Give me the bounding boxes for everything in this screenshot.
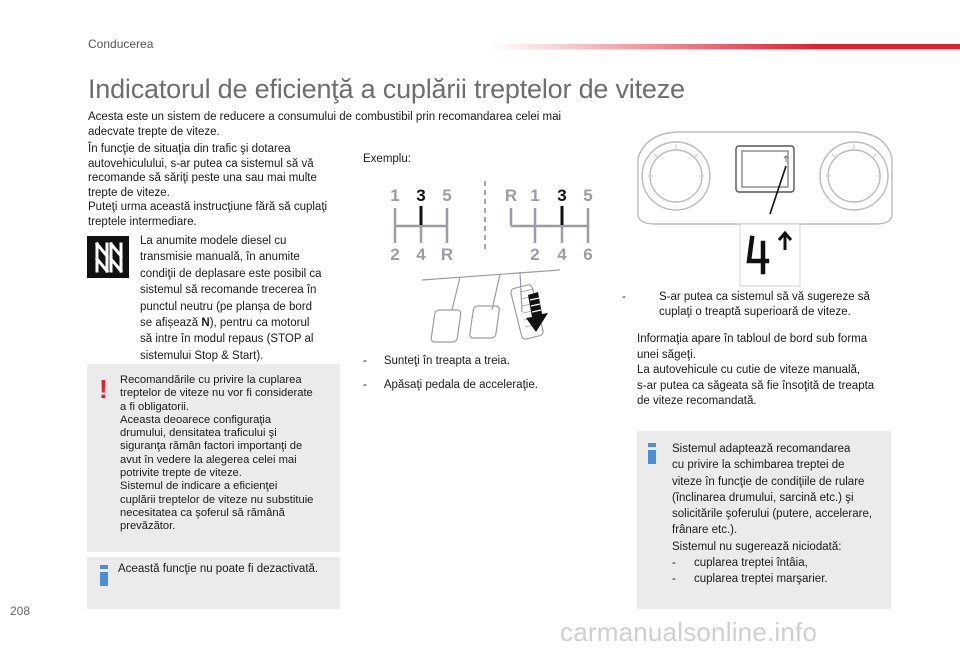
skip-gears-paragraph: În funcţie de situaţia din trafic şi dotarea autovehiculului, s-ar putea ca sistemul să vă recomande să săriţi peste una sau mai multe trepte de viteze. Puteţi urma această instrucţiune fără să cuplaţi treptele intermediare. — [88, 143, 328, 228]
gear-6-bottom-2: 4 — [557, 245, 567, 263]
pedals-illustration — [420, 262, 570, 347]
step-press-accelerator: - Apăsaţi pedala de acceleraţie. — [363, 379, 538, 391]
gear-6-top-3: 3 — [557, 186, 567, 205]
gear-shift-diagram — [385, 178, 605, 263]
header-accent-bar — [490, 44, 960, 49]
step-current-gear: - Sunteţi în treapta a treia. — [363, 355, 510, 367]
example-label: Exemplu: — [363, 153, 411, 165]
page-title: Indicatorul de eficienţă a cuplării treptelor de viteze — [88, 74, 685, 104]
display-gear-value: 4 — [758, 267, 760, 269]
neutral-gear-icon — [87, 236, 129, 278]
page-number: 208 — [10, 604, 31, 618]
gear-5-bottom-2: 4 — [416, 245, 426, 263]
info-text-deactivation: Această funcţie nu poate fi dezactivată. — [118, 563, 319, 575]
gear-6-bottom-3: 6 — [583, 245, 593, 263]
dashboard-info-paragraph: Informaţia apare în tabloul de bord sub forma unei săgeţi. La autovehicule cu cutie de viteze manuală, s-ar putea ca săgeata să fie însoţită de treapta de viteze recomandată. — [637, 333, 875, 407]
instrument-panel-illustration — [636, 128, 896, 288]
neutral-recommendation-paragraph: La anumite modele diesel cu transmisie manuală, în anumite condiţii de deplasare este posibil ca sistemul să recomande trecerea în punctul neutru (pe planșa de bord se afișează N), pentru ca motorul să intre în modul repaus (STOP al sistemului Stop & Start). — [140, 235, 322, 362]
info-icon — [100, 565, 108, 586]
gear-5-top-1: 1 — [390, 186, 400, 205]
gear-5-bottom-1: 2 — [390, 245, 400, 263]
warning-icon: ! — [99, 374, 108, 404]
gear-5-top-2: 3 — [416, 186, 426, 205]
gear-6-top-2: 1 — [530, 186, 540, 205]
gear-6-bottom-1: 2 — [530, 245, 540, 263]
gear-6-top-4: 5 — [583, 186, 593, 205]
intro-paragraph: Acesta este un sistem de reducere a consumului de combustibil prin recomandarea celei mai adecvate trepte de viteze. — [88, 111, 562, 138]
warning-text: Recomandările cu privire la cuplarea treptelor de viteze nu vor fi considerate a fi obligatorii. Aceasta deoarece configuraţia drumului, densitatea traficului şi siguranţa rămân factori importanţi de avut în vedere la alegerea celei mai potrivite trepte de viteze. Sistemul de indicare a eficienţei cuplării treptelor de viteze nu substituie necesitatea ca şoferul să rămână prevăzător. — [120, 374, 314, 533]
gear-5-bottom-3: R — [440, 245, 454, 263]
list-item: - cuplarea treptei marşarier. — [672, 573, 828, 586]
info-text-adaptation: Sistemul adaptează recomandarea cu privire la schimbarea treptei de viteze în funcţie de condiţiile de rulare (înclinarea drumului, sarcină etc.) şi solicitările şoferului (putere, accelerare, frânare etc.). Sistemul nu sugerează niciodată: - cuplarea treptei întâia, - cuplarea treptei marşarier. — [672, 441, 888, 588]
gear-6-top-1: R — [504, 186, 518, 205]
gear-5-top-3: 5 — [442, 186, 452, 205]
neutral-icon-letter: N — [108, 263, 110, 265]
info-icon — [648, 443, 656, 464]
section-label: Conducerea — [88, 37, 154, 51]
watermark: carmanualsonline.info — [560, 617, 818, 647]
list-item: - cuplarea treptei întâia, — [672, 557, 808, 570]
